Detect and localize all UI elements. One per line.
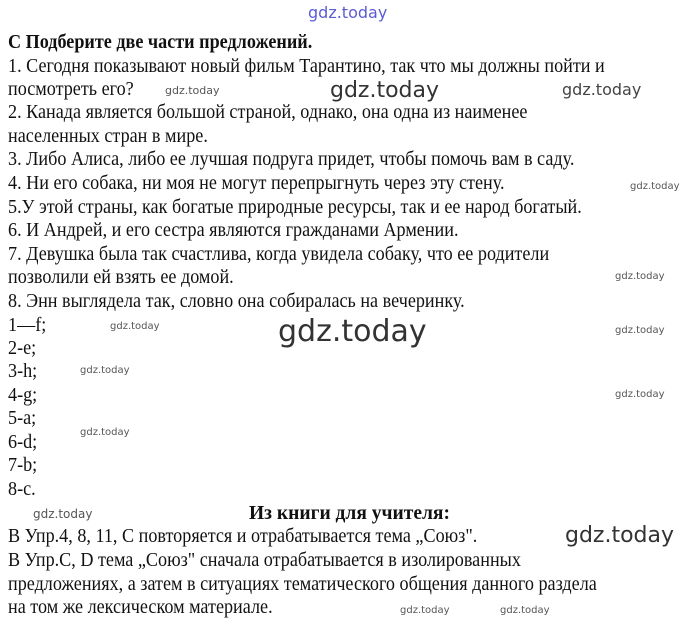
teacher-line: предложениях, а затем в ситуациях тематического общения данного раздела	[8, 574, 597, 595]
exercise-line: посмотреть его?	[8, 79, 134, 100]
watermark: gdz.today	[630, 181, 680, 192]
answer: 5-a;	[8, 408, 37, 429]
watermark: gdz.today	[165, 84, 220, 97]
exercise-line: 5.У этой страны, как богатые природные ресурсы, так и ее народ богатый.	[8, 197, 582, 218]
watermark: gdz.today	[80, 365, 130, 376]
exercise-title: С Подберите две части предложений.	[8, 32, 313, 53]
exercise-line: 4. Ни его собака, ни моя не могут перепрыгнуть через эту стену.	[8, 173, 505, 194]
teacher-line: В Упр.С, D тема „Союз" сначала отрабатывается в изолированных	[8, 550, 521, 571]
watermark: gdz.today	[278, 314, 427, 349]
answer: 1—f;	[8, 315, 47, 336]
watermark: gdz.today	[615, 325, 665, 336]
exercise-line: 3. Либо Алиса, либо ее лучшая подруга придет, чтобы помочь вам в саду.	[8, 149, 575, 170]
answer: 3-h;	[8, 361, 38, 382]
watermark-top: gdz.today	[308, 3, 388, 22]
exercise-line: населенных стран в мире.	[8, 126, 208, 147]
watermark: gdz.today	[615, 389, 665, 400]
exercise-line: 1. Сегодня показывают новый фильм Тарантино, так что мы должны пойти и	[8, 56, 605, 77]
watermark: gdz.today	[80, 427, 130, 438]
exercise-line: позволили ей взять ее домой.	[8, 267, 234, 288]
answer: 6-d;	[8, 432, 38, 453]
watermark: gdz.today	[110, 321, 160, 332]
watermark: gdz.today	[330, 78, 440, 103]
watermark: gdz.today	[500, 605, 550, 616]
teacher-title: Из книги для учителя:	[249, 503, 450, 524]
teacher-line: В Упр.4, 8, 11, С повторяется и отрабатывается тема „Союз".	[8, 526, 478, 547]
exercise-line: 6. И Андрей, и его сестра являются гражданами Армении.	[8, 220, 459, 241]
answer: 4-g;	[8, 385, 38, 406]
watermark: gdz.today	[562, 80, 642, 99]
watermark: gdz.today	[400, 605, 450, 616]
teacher-line: на том же лексическом материале.	[8, 597, 273, 618]
watermark: gdz.today	[33, 507, 93, 521]
exercise-line: 7. Девушка была так счастлива, когда увидела собаку, что ее родители	[8, 244, 550, 265]
exercise-line: 8. Энн выглядела так, словно она собиралась на вечеринку.	[8, 291, 465, 312]
watermark: gdz.today	[565, 523, 675, 548]
watermark: gdz.today	[615, 271, 665, 282]
exercise-line: 2. Канада является большой страной, однако, она одна из наименее	[8, 102, 528, 123]
answer: 2-e;	[8, 338, 37, 359]
answer: 8-c.	[8, 479, 36, 500]
answer: 7-b;	[8, 455, 38, 476]
